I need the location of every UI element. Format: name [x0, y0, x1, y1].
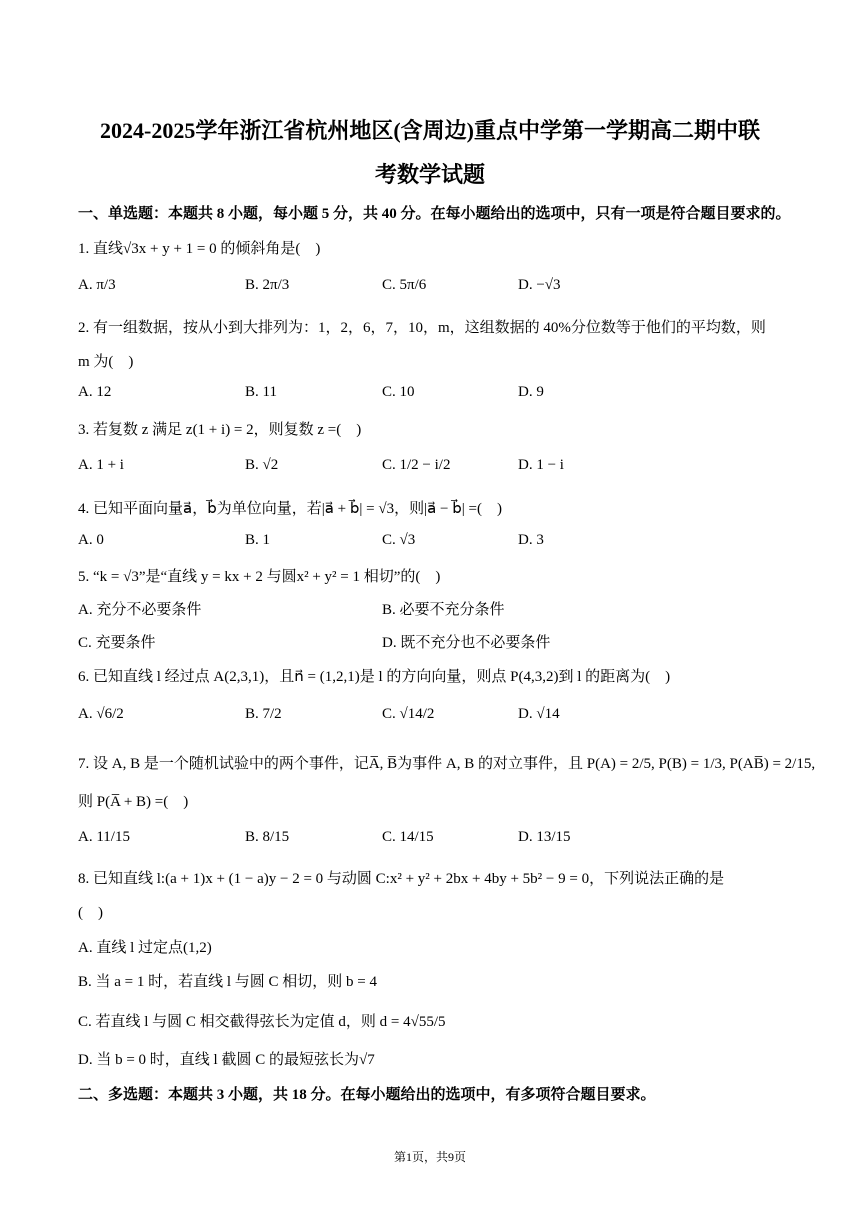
question-3-option-d: D. 1 − i: [518, 457, 564, 473]
question-3-stem: 3. 若复数 z 满足 z(1 + i) = 2，则复数 z =( ): [78, 422, 362, 438]
question-7-option-a: A. 11/15: [78, 829, 130, 845]
question-1-option-c: C. 5π/6: [382, 277, 427, 293]
question-4-option-a: A. 0: [78, 532, 104, 548]
question-2-option-a: A. 12: [78, 384, 112, 400]
question-6-option-a: A. √6/2: [78, 706, 124, 722]
question-8-stem-line2: ( ): [78, 905, 103, 921]
page-footer: 第1页，共9页: [393, 1150, 466, 1164]
question-2-option-d: D. 9: [518, 384, 544, 400]
question-7-stem-line2: 则 P(A̅ + B) =( ): [78, 794, 189, 810]
question-1-option-b: B. 2π/3: [245, 277, 290, 293]
question-5-option-a: A. 充分不必要条件: [78, 602, 202, 618]
page-title-line2: 考数学试题: [374, 162, 485, 187]
question-1-option-a: A. π/3: [78, 277, 116, 293]
question-6-option-d: D. √14: [518, 706, 560, 722]
question-7-stem-line1: 7. 设 A, B 是一个随机试验中的两个事件，记A̅, B̅为事件 A, B 的对立事件，且 P(A) = 2/5, P(B) = 1/3, P(AB̅) = 2/15,: [78, 756, 816, 772]
question-4-stem: 4. 已知平面向量a⃗，b⃗为单位向量，若|a⃗ + b⃗| = √3，则|a⃗ − b⃗| =( ): [78, 501, 502, 517]
question-2-stem-line2: m 为( ): [78, 354, 134, 370]
question-5-option-b: B. 必要不充分条件: [382, 602, 505, 618]
question-8-option-a: A. 直线 l 过定点(1,2): [78, 940, 212, 956]
question-3-option-a: A. 1 + i: [78, 457, 124, 473]
section-header-multiple-choice: 二、多选题：本题共 3 小题，共 18 分。在每小题给出的选项中，有多项符合题目要求。: [78, 1087, 656, 1103]
question-1-option-d: D. −√3: [518, 277, 561, 293]
section-header-single-choice: 一、单选题：本题共 8 小题，每小题 5 分，共 40 分。在每小题给出的选项中，只有一项是符合题目要求的。: [78, 206, 791, 222]
question-5-option-c: C. 充要条件: [78, 635, 156, 651]
question-3-option-c: C. 1/2 − i/2: [382, 457, 451, 473]
question-8-option-c: C. 若直线 l 与圆 C 相交截得弦长为定值 d，则 d = 4√55/5: [78, 1014, 446, 1030]
question-7-option-c: C. 14/15: [382, 829, 434, 845]
question-7-option-d: D. 13/15: [518, 829, 571, 845]
question-8-option-b: B. 当 a = 1 时，若直线 l 与圆 C 相切，则 b = 4: [78, 974, 378, 990]
question-1-stem: 1. 直线√3x + y + 1 = 0 的倾斜角是( ): [78, 241, 321, 257]
question-2-option-b: B. 11: [245, 384, 277, 400]
question-6-stem: 6. 已知直线 l 经过点 A(2,3,1)，且n⃗ = (1,2,1)是 l 的方向向量，则点 P(4,3,2)到 l 的距离为( ): [78, 669, 671, 685]
question-6-option-c: C. √14/2: [382, 706, 435, 722]
question-2-option-c: C. 10: [382, 384, 415, 400]
question-2-stem-line1: 2. 有一组数据，按从小到大排列为：1，2，6，7，10，m，这组数据的 40%分位数等于他们的平均数，则: [78, 320, 766, 336]
question-4-option-b: B. 1: [245, 532, 271, 548]
question-4-option-c: C. √3: [382, 532, 416, 548]
question-5-stem: 5. “k = √3”是“直线 y = kx + 2 与圆x² + y² = 1 相切”的( ): [78, 569, 441, 585]
question-8-option-d: D. 当 b = 0 时，直线 l 截圆 C 的最短弦长为√7: [78, 1052, 375, 1068]
page-title-line1: 2024-2025学年浙江省杭州地区(含周边)重点中学第一学期高二期中联: [100, 118, 760, 143]
question-8-stem-line1: 8. 已知直线 l:(a + 1)x + (1 − a)y − 2 = 0 与动圆 C:x² + y² + 2bx + 4by + 5b² − 9 = 0，下列说法正确的是: [78, 871, 725, 887]
question-3-option-b: B. √2: [245, 457, 279, 473]
question-4-option-d: D. 3: [518, 532, 544, 548]
question-5-option-d: D. 既不充分也不必要条件: [382, 635, 551, 651]
question-6-option-b: B. 7/2: [245, 706, 282, 722]
question-7-option-b: B. 8/15: [245, 829, 290, 845]
